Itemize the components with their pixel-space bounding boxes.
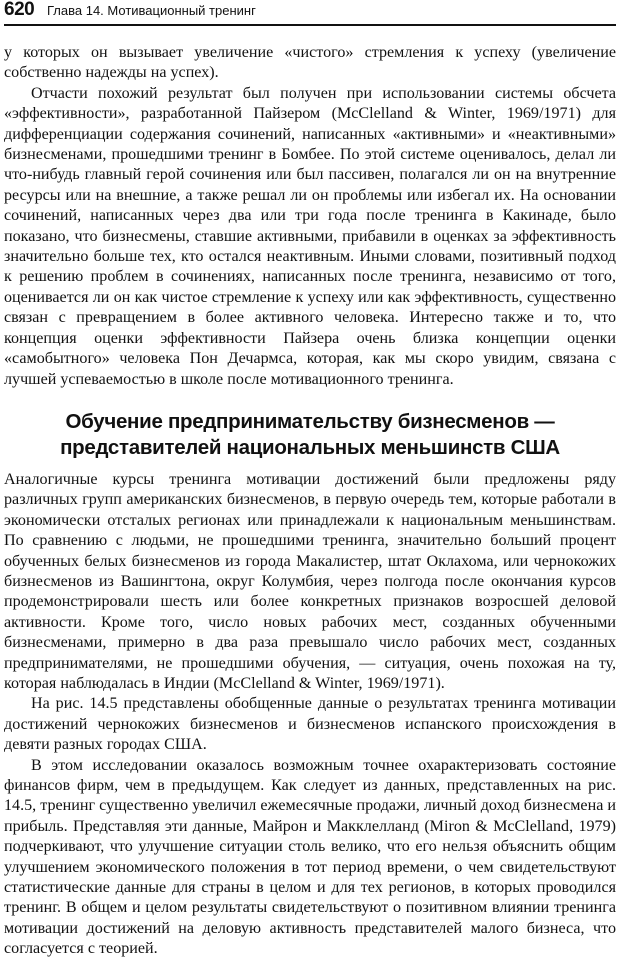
running-header: [4, 0, 616, 26]
section-heading: [4, 409, 616, 461]
paragraph-continuation: у которых он вызывает увеличение «чистого» стремления к успеху (увеличение собственно надежды на успех).: [4, 44, 616, 82]
page-number: 620: [4, 0, 35, 20]
running-title: Глава 14. Мотивационный тренинг: [47, 3, 256, 18]
section-heading-line: Обучение предпринимательству бизнесменов —: [65, 409, 555, 433]
section-heading-line: представителей национальных меньшинств США: [60, 435, 560, 459]
paragraph: На рис. 14.5 представлены обобщенные данные о результатах тренинга мотивации достижений чернокожих бизнесменов и бизнесменов испанского происхождения в девяти разных городах США.: [4, 695, 616, 754]
page-body: [4, 43, 616, 960]
paragraph: Аналогичные курсы тренинга мотивации достижений были предложены ряду различных групп американских бизнесменов, в первую очередь тем, которые работали в экономически отсталых регионах или принадлежали к национальным меньшинствам. По сравнению с людьми, не прошедшими тренинга, значительно больший процент обученных белых бизнесменов из города Макалистер, штат Оклахома, или чернокожих бизнесменов из Вашингтона, округ Колумбия, через полгода после окончания курсов продемонстрировали шесть или более конкретных признаков возросшей деловой активности. Кроме того, число новых рабочих мест, созданных обученными бизнесменами, примерно в два раза превышало число рабочих мест, созданных предпринимателями, не прошедшими обучения, — ситуация, очень похожая на ту, которая наблюдалась в Индии (McClelland & Winter, 1969/1971).: [4, 470, 616, 692]
paragraph: Отчасти похожий результат был получен при использовании системы обсчета «эффективности», разработанной Пайзером (McClelland & Winter, 1969/1971) для дифференциации содержания сочинений, написанных «активными» и «неактивными» бизнесменами, прошедшими тренинг в Бомбее. По этой системе оценивалось, делал ли что-нибудь главный герой сочинения или был пассивен, полагался ли он на внутренние ресурсы или на внешние, а также решал ли он проблемы или избегал их. На основании сочинений, написанных через два или три года после тренинга в Какинаде, было показано, что бизнесмены, ставшие активными, прибавили в оценках за эффективность значительно больше тех, кто остался неактивным. Иными словами, позитивный подход к решению проблем в сочинениях, написанных после тренинга, независимо от того, оценивается ли он как чистое стремление к успеху или как эффективность, существенно связан с превращением в более активного человека. Интересно также и то, что концепция оценки эффективности Пайзера очень близка концепции оценки «самобытного» человека Пон Дечармса, которая, как мы скоро увидим, связана с лучшей успеваемостью в школе после мотивационного тренинга.: [4, 84, 616, 388]
paragraph: В этом исследовании оказалось возможным точнее охарактеризовать состояние финансов фирм, чем в предыдущем. Как следует из данных, представленных на рис. 14.5, тренинг существенно увеличил ежемесячные продажи, личный доход бизнесмена и прибыль. Представляя эти данные, Майрон и Макклелланд (Miron & McClelland, 1979) подчеркивают, что улучшение ситуации столь велико, что его нельзя объяснить общим улучшением экономического положения в тот период времени, о чем свидетельствуют статистические данные для страны в целом и для тех регионов, в которых проводился тренинг. В общем и целом результаты свидетельствуют о позитивном влиянии тренинга мотивации достижений на деловую активность представителей малого бизнеса, что согласуется с теорией.: [4, 756, 616, 958]
